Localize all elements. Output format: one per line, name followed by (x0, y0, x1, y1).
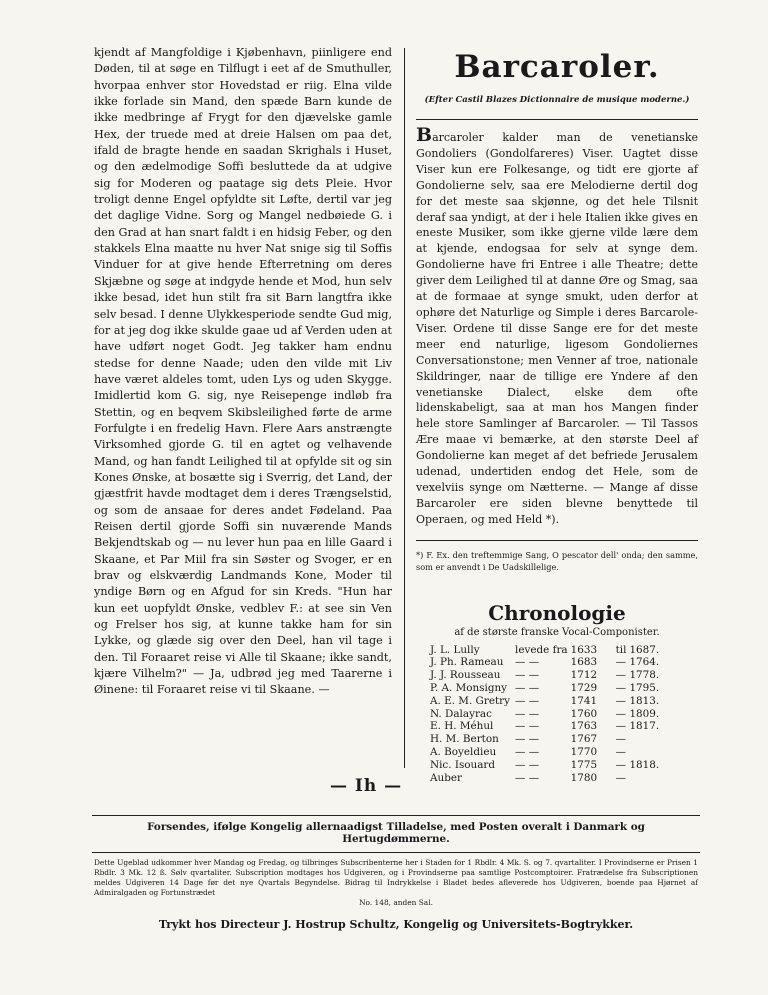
chronology-from: 1780 (570, 771, 598, 784)
section-signature: — Ih — (330, 776, 403, 796)
chronology-from: 1760 (570, 707, 598, 720)
chronology-row (430, 746, 662, 759)
story-paragraph: kjendt af Mangfoldige i Kjøbenhavn, piinligere end Døden, til at søge en Tilflugt i eet af de Smuthuller, hvorpaa enhver stor Hovedstad er riig. Elna vilde ikke forlade sin Mand, den spæde Barn kunde de ikke medbringe af Frygt for den djævelske gamle Hex, der truede med at dreie Halsen om paa det, ifald de bragte hende en saadan Skrighals i Huset, og den ædelmodige Soffi besluttede da at udgive sig for Moderen og paatage sig dets Pleie. Hvor troligt denne Engel opfyldte sit Løfte, dertil var jeg det daglige Vidne. Sorg og Mangel nedbøiede G. i den Grad at han snart faldt i en hidsig Feber, og den stakkels Elna maatte nu hver Nat snige sig til Soffis Vinduer for at give hende Efterretning om deres Skjæbne og søge at indgyde hende et Mod, hun selv ikke besad, idet hun stilt fra sit Barn langtfra ikke selv besad. I denne Ulykkesperiode sendte Gud mig, for at jeg dog ikke skulde gaae ud af Verden uden at have udført noget Godt. Jeg takker ham endnu stedse for denne Naade; uden den vilde mit Liv have været aldeles tomt, uden Lys og uden Skygge. Imidlertid kom G. sig, nye Reisepenge indløb fra Stettin, og en beqvem Skibsleilighed førte de arme Forfulgte i en fredelig Havn. Flere Aars anstrængte Virksomhed gjorde G. til en agtet og velhavende Mand, og han fandt Leilighed til at opfylde sit og sin Kones Ønske, at bosætte sig i Sverrig, det Land, der gjæstfrit havde modtaget dem i deres Trængselstid, og som de ansaae for deres andet Fødeland. Paa Reisen dertil gjorde Soffi sin nuværende Mands Bekjendtskab og — nu lever hun paa en lille Gaard i Skaane, et Par Miil fra sin Søster og Svoger, er en brav og elskværdig Landmands Kone, Moder til yndige Børn og en Afgud for sin Kreds. "Hun har kun eet uopfyldt Ønske, vedblev F.: at see sin Ven og Frelser hos sig, at kunne takke ham for sin Lykke, og glæde sig over den Deel, han vil tage i den. Til Foraaret reise vi Alle til Skaane; ikke sandt, kjære Vilhelm?" — Ja, udbrød jeg med Taarerne i Øinene: til Foraaret reise vi til Skaane. — (94, 46, 392, 697)
title-divider (416, 119, 698, 120)
subscription-address-end: No. 148, anden Sal. (359, 898, 433, 907)
chronology-dash: — — (515, 656, 540, 669)
chronology-to: 1818. (629, 758, 660, 771)
chronology-name: Auber (430, 771, 462, 784)
postal-notice: Forsendes, ifølge Kongelig allernaadigst Tilladelse, med Posten overalt i Danmark og Hertugdømmerne. (147, 821, 645, 845)
chronology-sep: — (615, 682, 626, 695)
article-title: Barcaroler. (454, 49, 660, 85)
chronology-name: E. H. Méhul (430, 720, 494, 733)
subscription-text: Dette Ugeblad udkommer hver Mandag og Fredag, og tilbringes Subscribenterne her i Staden for 1 Rbdlr. 4 Mk. S. og 7. qvartaliter. I Provindserne er Prisen 1 Rbdlr. 3 Mk. 12 ß. Sølv qvartaliter. Subscription modtages hos Udgiveren, og i Provindserne paa samtlige Postcomptoirer. Fratrædelse fra Subscriptionen meldes Udgiveren 14 Dage før det nye Qvartals Begyndelse. Bidrag til Indrykkelse i Bladet bedes afleverede hos Udgiveren, boende paa Hjørnet af Admiralgaden og Fortunstrædet (94, 858, 698, 897)
chronology-name: N. Dalayrac (430, 707, 492, 720)
footer (92, 815, 700, 931)
chronology-from: 1633 (570, 643, 598, 656)
chronology-row (430, 759, 662, 772)
chronology-from: 1741 (570, 694, 598, 707)
chronology-dash: — — (515, 771, 540, 784)
article-text: arcaroler kalder man de venetianske Gondoliers (Gondolfareres) Viser. Uagtet disse Viser kun ere Folkesange, og tidt ere gjorte af Gondolierne selv, saa ere Melodierne dertil dog for det meste saa skjønne, og det hele Tilsnit deraf saa yndigt, at der i hele Italien ikke gives en eneste Musiker, som ikke gjerne vilde lære dem at kjende, endogsaa for selv at synge dem. Gondolierne have fri Entree i alle Theatre; dette giver dem Leilighed til at danne Øre og Smag, saa at de formaae at synge smukt, uden derfor at ophøre det Naturlige og Simple i deres Barcarole-Viser. Ordene til disse Sange ere for det meste meer end naturlige, ligesom Gondoliernes Conversationstone; men Venner af troe, nationale Skildringer, naar de tillige ere Yndere af den venetianske Dialect, elske dem ofte lidenskabeligt, saa at man hos Mangen finder hele store Samlinger af Barcaroler. — Til Tassos Ære maae vi bemærke, at den største Deel af Gondolierne kan meget af det befriede Jerusalem udenad, undertiden endog det Hele, som de vexelviis synge om Nætterne. — Mange af disse Barcaroler ere siden blevne benyttede til Operaen, og med Held *). (416, 131, 698, 526)
chronology-dash: — — (515, 758, 540, 771)
chronology-from: 1683 (570, 656, 598, 669)
chronology-row (430, 708, 662, 721)
chronology-to: 1809. (629, 707, 660, 720)
chronology-to: 1817. (629, 720, 660, 733)
chronology-name: J. J. Rousseau (430, 669, 501, 682)
chronology-sep: — (615, 656, 626, 669)
chronology-name: J. L. Lully (430, 643, 480, 656)
chronology-dash: levede fra (515, 643, 568, 656)
chronology-dash: — — (515, 694, 540, 707)
chronology-name: A. Boyeldieu (430, 746, 497, 759)
chronology-from: 1770 (570, 746, 598, 759)
footnote-divider (416, 540, 698, 541)
chronology-dash: — — (515, 733, 540, 746)
chronology-name: A. E. M. Gretry (430, 694, 510, 707)
chronology-row (430, 720, 662, 733)
left-column (94, 45, 392, 699)
chronology-from: 1763 (570, 720, 598, 733)
chronology-row (430, 656, 662, 669)
chronology-to: 1778. (629, 669, 660, 682)
chronology-sep: — (615, 733, 626, 746)
column-divider (404, 48, 405, 768)
chronology-from: 1729 (570, 682, 598, 695)
chronology-from: 1712 (570, 669, 598, 682)
drop-cap: B (416, 124, 433, 146)
chronology-sep: — (615, 758, 626, 771)
chronology-table (430, 644, 662, 785)
chronology-dash: — — (515, 746, 540, 759)
chronology-row (430, 695, 662, 708)
chronology-row (430, 644, 662, 657)
chronology-to: 1795. (629, 682, 660, 695)
chronology-row (430, 682, 662, 695)
chronology-to: 1687. (629, 643, 660, 656)
chronology-subtitle: af de største franske Vocal-Componister. (454, 626, 660, 638)
chronology-title: Chronologie (488, 600, 626, 625)
chronology-row (430, 733, 662, 746)
chronology-to: 1764. (629, 656, 660, 669)
chronology-dash: — — (515, 720, 540, 733)
chronology-dash: — — (515, 669, 540, 682)
printer-line: Trykt hos Directeur J. Hostrup Schultz, Kongelig og Universitets-Bogtrykker. (158, 918, 634, 931)
article-body (416, 124, 698, 528)
chronology-sep: — (615, 707, 626, 720)
chronology-sep: — (615, 771, 626, 784)
chronology-to (629, 733, 662, 746)
chronology-row (430, 669, 662, 682)
chronology-to (629, 746, 662, 759)
chronology-name: P. A. Monsigny (430, 682, 508, 695)
chronology-sep: til (615, 643, 627, 656)
footnote: *) F. Ex. den treftemmige Sang, O pescator dell' onda; den samme, som er anvendt i De Uadskillelige. (416, 549, 698, 572)
chronology-name: J. Ph. Rameau (430, 656, 504, 669)
chronology-row (430, 772, 662, 785)
chronology-to: 1813. (629, 694, 660, 707)
chronology-sep: — (615, 669, 626, 682)
chronology-sep: — (615, 720, 626, 733)
chronology-name: H. M. Berton (430, 733, 499, 746)
subscription-info (92, 853, 700, 908)
chronology-dash: — — (515, 707, 540, 720)
right-column (416, 45, 698, 784)
chronology-dash: — — (515, 682, 540, 695)
chronology-from: 1775 (570, 758, 598, 771)
chronology-sep: — (615, 746, 626, 759)
chronology-to (629, 772, 662, 785)
chronology-name: Nic. Isouard (430, 758, 496, 771)
chronology-from: 1767 (570, 733, 598, 746)
article-subtitle: (Efter Castil Blazes Dictionnaire de musique moderne.) (424, 95, 690, 105)
chronology-sep: — (615, 694, 626, 707)
